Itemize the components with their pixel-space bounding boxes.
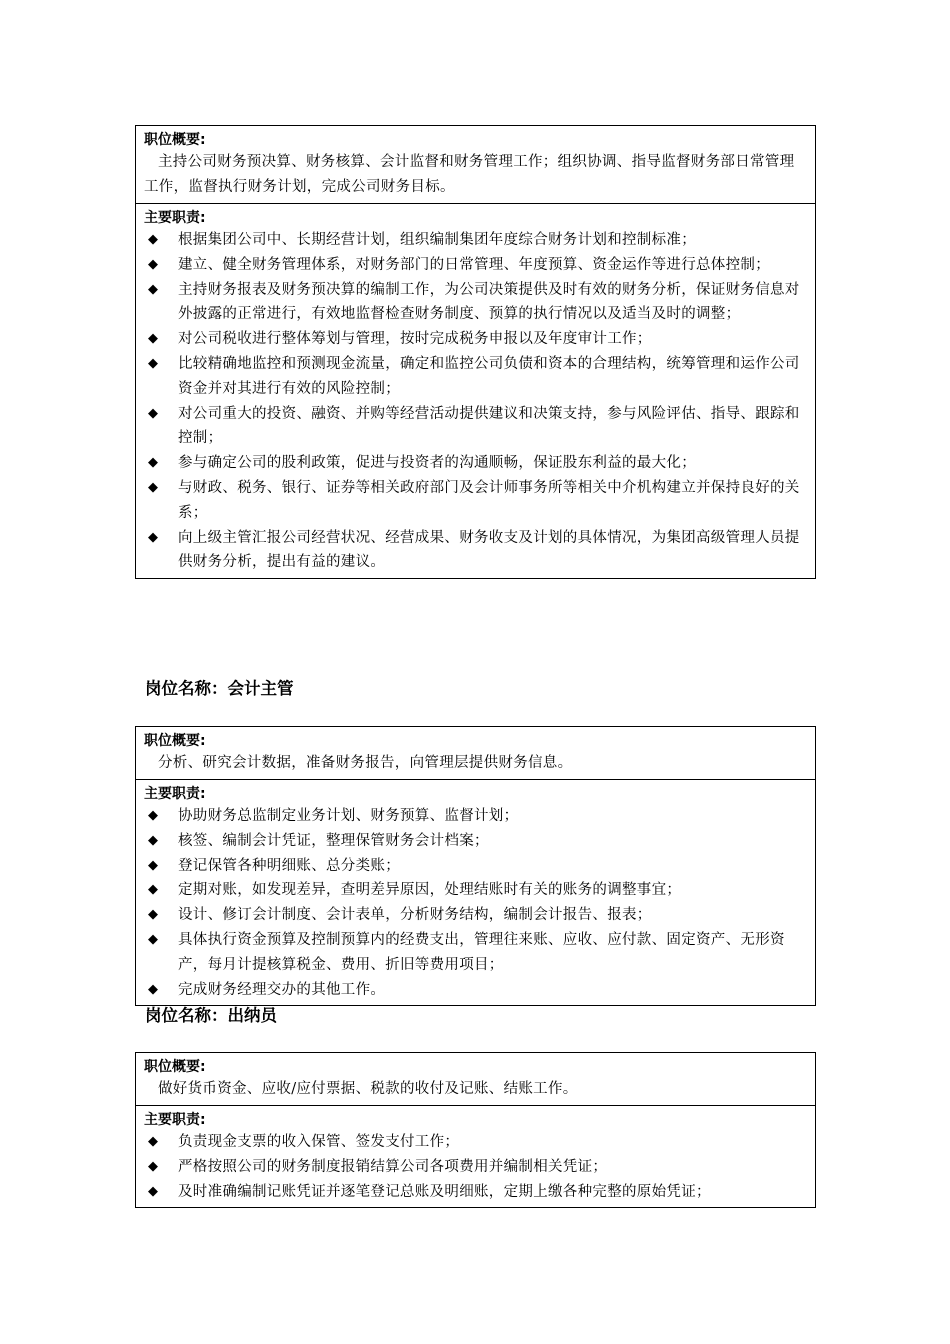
diamond-bullet-icon: ◆ [148,808,159,823]
diamond-bullet-icon: ◆ [148,832,159,848]
duty-item: ◆ 严格按照公司的财务制度报销结算公司各项费用并编制相关凭证； [144,1155,807,1180]
duties-label: 主要职责: [144,786,206,802]
duty-item: ◆ 具体执行资金预算及控制预算内的经费支出，管理往来账、应收、应付款、固定资产、无形资产，每月计提核算税金、费用、折旧等费用项目； [144,928,807,978]
duty-item: ◆ 完成财务经理交办的其他工作。 [144,978,807,1003]
summary-label: 职位概要: [144,1059,206,1075]
accounting-supervisor-table [135,726,816,1006]
summary-row [136,727,815,780]
summary-row [136,1053,815,1106]
duty-item: ◆ 负责现金支票的收入保管、签发支付工作； [144,1130,807,1155]
summary-label: 职位概要: [144,132,206,148]
diamond-bullet-icon: ◆ [148,256,159,272]
cashier-heading: 岗位名称：出纳员 [145,1006,277,1025]
duties-list [144,804,807,1002]
summary-text: 主持公司财务预决算、财务核算、会计监督和财务管理工作；组织协调、指导监督财务部日常管理工作，监督执行财务计划，完成公司财务目标。 [144,154,795,195]
diamond-bullet-icon: ◆ [148,529,159,545]
duties-row [136,204,815,578]
summary-row [136,126,815,204]
accounting-supervisor-heading: 岗位名称：会计主管 [145,679,294,698]
duty-item: ◆ 设计、修订会计制度、会计表单，分析财务结构，编制会计报告、报表； [144,903,807,928]
cfo-table [135,125,816,579]
duty-item: ◆ 核签、编制会计凭证，整理保管财务会计档案； [144,829,807,854]
duties-list [144,1130,807,1204]
diamond-bullet-icon: ◆ [148,281,159,297]
diamond-bullet-icon: ◆ [148,479,159,495]
diamond-bullet-icon: ◆ [148,331,159,347]
duties-row [136,780,815,1005]
diamond-bullet-icon: ◆ [148,907,159,923]
summary-label: 职位概要: [144,733,206,749]
diamond-bullet-icon: ◆ [148,455,159,471]
duty-item: ◆ 参与确定公司的股利政策，促进与投资者的沟通顺畅，保证股东利益的最大化； [144,451,807,476]
duties-list [144,228,807,575]
duty-item: ◆ 登记保管各种明细账、总分类账； [144,854,807,879]
diamond-bullet-icon: ◆ [148,857,159,873]
duty-item: ◆ 对公司税收进行整体筹划与管理，按时完成税务申报以及年度审计工作； [144,327,807,352]
duty-item: ◆ 及时准确编制记账凭证并逐笔登记总账及明细账，定期上缴各种完整的原始凭证； [144,1180,807,1205]
duty-item: ◆ 与财政、税务、银行、证券等相关政府部门及会计师事务所等相关中介机构建立并保持良好的关系； [144,476,807,526]
diamond-bullet-icon: ◆ [148,355,159,371]
duty-item: ◆ 建立、健全财务管理体系，对财务部门的日常管理、年度预算、资金运作等进行总体控制； [144,253,807,278]
diamond-bullet-icon: ◆ [148,1134,159,1149]
duties-label: 主要职责: [144,1112,206,1128]
diamond-bullet-icon: ◆ [148,931,159,947]
duty-item: ◆ 协助财务总监制定业务计划、财务预算、监督计划； [144,804,807,829]
diamond-bullet-icon: ◆ [148,981,159,997]
diamond-bullet-icon: ◆ [148,1158,159,1174]
summary-text: 做好货币资金、应收/应付票据、税款的收付及记账、结账工作。 [158,1081,578,1097]
duty-item: ◆ 定期对账，如发现差异，查明差异原因，处理结账时有关的账务的调整事宜； [144,878,807,903]
duties-row [136,1106,815,1207]
cashier-table [135,1052,816,1208]
duty-item: ◆ 向上级主管汇报公司经营状况、经营成果、财务收支及计划的具体情况，为集团高级管理人员提供财务分析，提出有益的建议。 [144,526,807,576]
diamond-bullet-icon: ◆ [148,405,159,421]
duty-item: ◆ 对公司重大的投资、融资、并购等经营活动提供建议和决策支持，参与风险评估、指导、跟踪和控制； [144,402,807,452]
duty-item: ◆ 比较精确地监控和预测现金流量，确定和监控公司负债和资本的合理结构，统筹管理和运作公司资金并对其进行有效的风险控制； [144,352,807,402]
diamond-bullet-icon: ◆ [148,1183,159,1199]
diamond-bullet-icon: ◆ [148,882,159,898]
diamond-bullet-icon: ◆ [148,232,159,247]
duty-item: ◆ 主持财务报表及财务预决算的编制工作，为公司决策提供及时有效的财务分析，保证财务信息对外披露的正常进行，有效地监督检查财务制度、预算的执行情况以及适当及时的调整； [144,278,807,328]
summary-text: 分析、研究会计数据，准备财务报告，向管理层提供财务信息。 [158,755,573,771]
duty-item: ◆ 根据集团公司中、长期经营计划，组织编制集团年度综合财务计划和控制标准； [144,228,807,253]
duties-label: 主要职责: [144,210,206,226]
